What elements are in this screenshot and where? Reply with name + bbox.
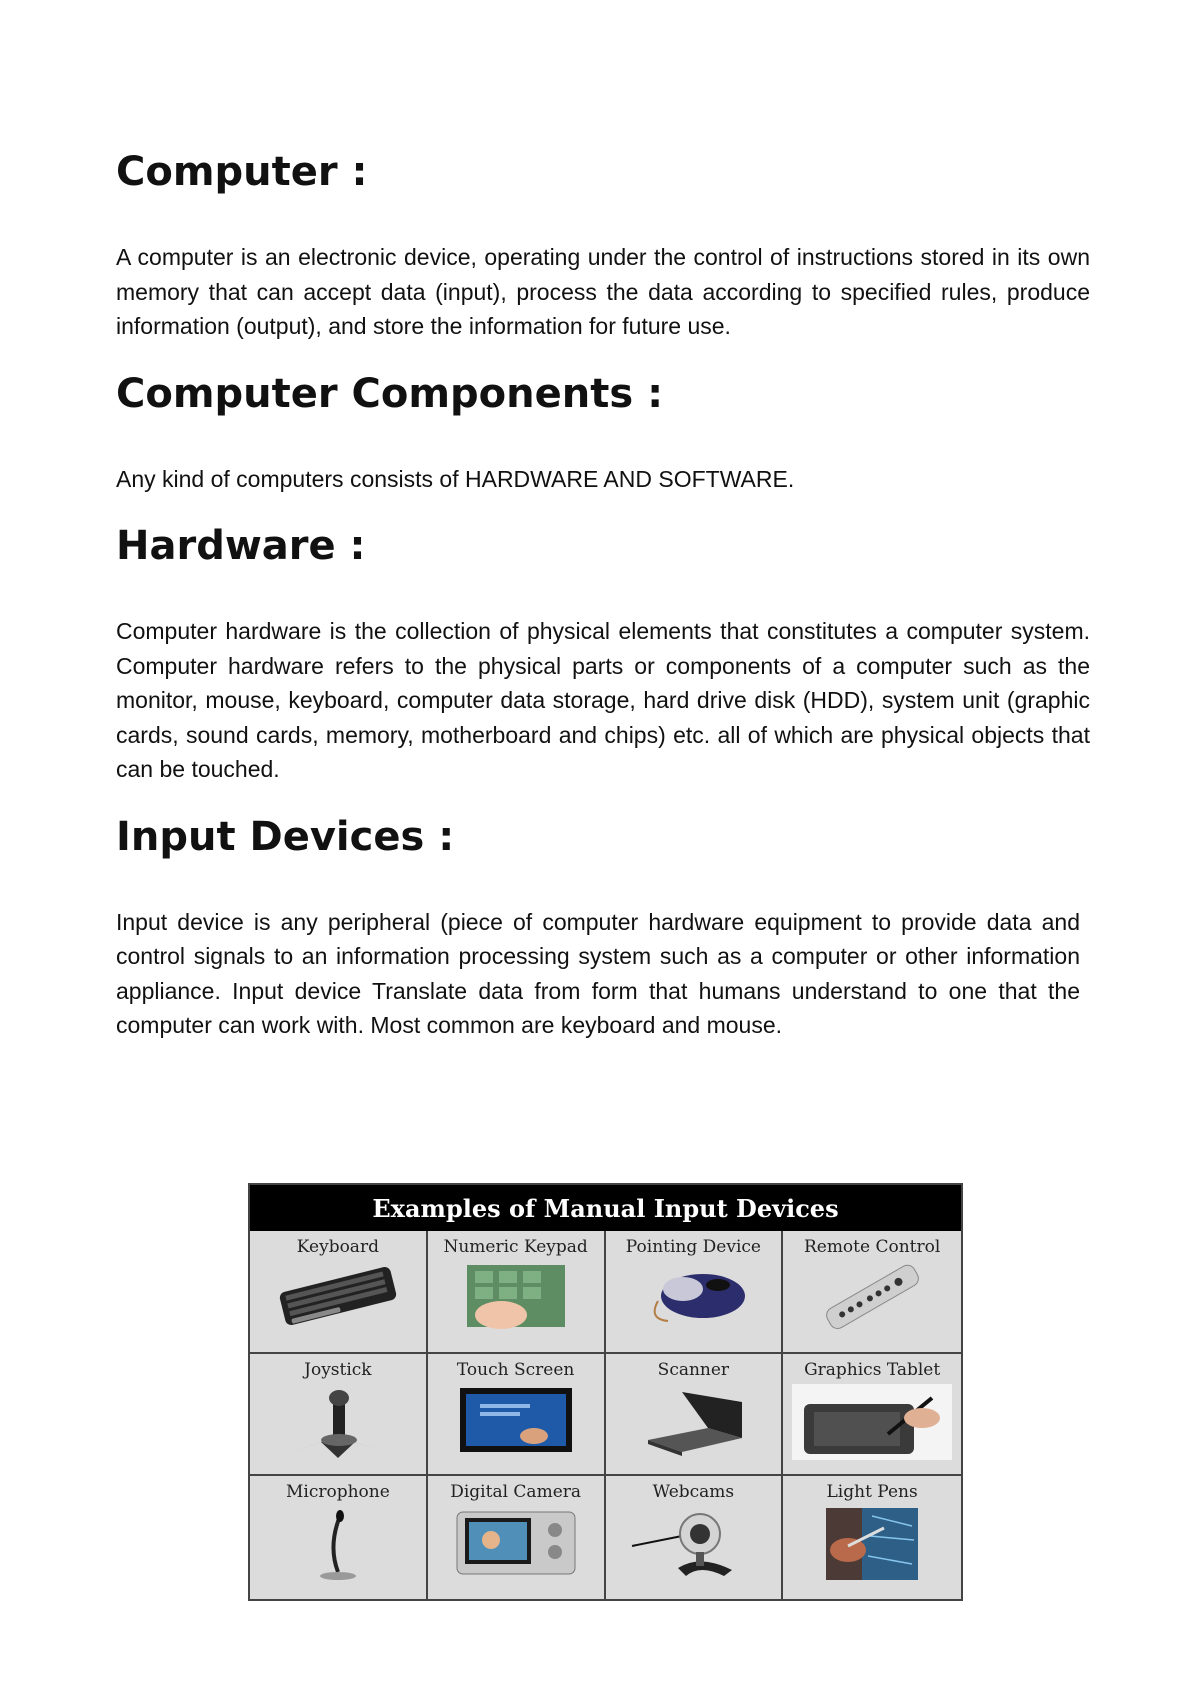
heading-components: Computer Components : bbox=[116, 370, 664, 417]
device-cell-microphone bbox=[250, 1476, 428, 1599]
device-label: Graphics Tablet bbox=[804, 1359, 941, 1380]
heading-computer: Computer : bbox=[116, 149, 368, 195]
device-cell-numeric-keypad bbox=[428, 1231, 606, 1354]
device-label: Digital Camera bbox=[450, 1482, 582, 1503]
webcam-icon bbox=[628, 1506, 758, 1580]
joystick-icon bbox=[283, 1384, 393, 1460]
scanner-icon bbox=[638, 1384, 748, 1456]
device-label: Webcams bbox=[652, 1482, 735, 1503]
device-label: Joystick bbox=[304, 1359, 372, 1380]
light-pen-icon bbox=[822, 1506, 922, 1582]
device-cell-digital-camera bbox=[428, 1476, 606, 1599]
paragraph-computer: A computer is an electronic device, operating under the control of instructions stored in its own memory that can accept data (input), process the data according to specified rules, produce information (output), and store the information for future use. bbox=[116, 244, 1090, 339]
device-label: Remote Control bbox=[803, 1237, 941, 1257]
microphone-icon bbox=[298, 1506, 378, 1586]
device-cell-joystick bbox=[250, 1354, 428, 1477]
figure-title: Examples of Manual Input Devices bbox=[250, 1185, 961, 1231]
heading-input-devices: Input Devices : bbox=[116, 813, 455, 860]
paragraph-input-devices: Input device is any peripheral (piece of computer hardware equipment to provide data and control signals to an information processing system such as a computer or other information appliance. Input device Translate data from form that humans understand to one that the computer can work with. Most common are keyboard and mouse. bbox=[116, 908, 1080, 1038]
digital-camera-icon bbox=[451, 1506, 581, 1580]
device-cell-remote-control bbox=[783, 1231, 961, 1354]
device-grid bbox=[250, 1231, 961, 1599]
device-cell-pointing-device bbox=[606, 1231, 784, 1354]
mouse-icon bbox=[628, 1261, 758, 1331]
numeric-keypad-icon bbox=[461, 1261, 571, 1331]
document-content bbox=[116, 140, 1090, 1043]
graphics-tablet-icon bbox=[792, 1384, 952, 1460]
keyboard-icon bbox=[273, 1261, 403, 1331]
paragraph-hardware: Computer hardware is the collection of physical elements that constitutes a computer system. Computer hardware refers to the physical parts or components of a computer such as the monitor, mouse, keyboard, computer data storage, hard drive disk (HDD), system unit (graphic cards, sound cards, memory, motherboard and chips) etc. all of which are physical objects that can be touched. bbox=[116, 618, 1090, 782]
device-label: Keyboard bbox=[296, 1237, 379, 1257]
device-cell-scanner bbox=[606, 1354, 784, 1477]
device-label: Touch Screen bbox=[456, 1359, 575, 1380]
device-label: Pointing Device bbox=[625, 1237, 761, 1257]
input-devices-figure bbox=[248, 1183, 963, 1601]
device-cell-webcams bbox=[606, 1476, 784, 1599]
remote-control-icon bbox=[807, 1261, 937, 1331]
touch-screen-icon bbox=[456, 1384, 576, 1456]
device-label: Numeric Keypad bbox=[443, 1237, 588, 1257]
device-label: Light Pens bbox=[826, 1482, 918, 1503]
heading-hardware: Hardware : bbox=[116, 523, 366, 569]
device-label: Scanner bbox=[657, 1359, 730, 1380]
device-cell-touch-screen bbox=[428, 1354, 606, 1477]
device-label: Microphone bbox=[285, 1482, 390, 1503]
device-cell-light-pens bbox=[783, 1476, 961, 1599]
device-cell-keyboard bbox=[250, 1231, 428, 1354]
device-cell-graphics-tablet bbox=[783, 1354, 961, 1477]
paragraph-components: Any kind of computers consists of HARDWARE AND SOFTWARE. bbox=[116, 465, 795, 492]
